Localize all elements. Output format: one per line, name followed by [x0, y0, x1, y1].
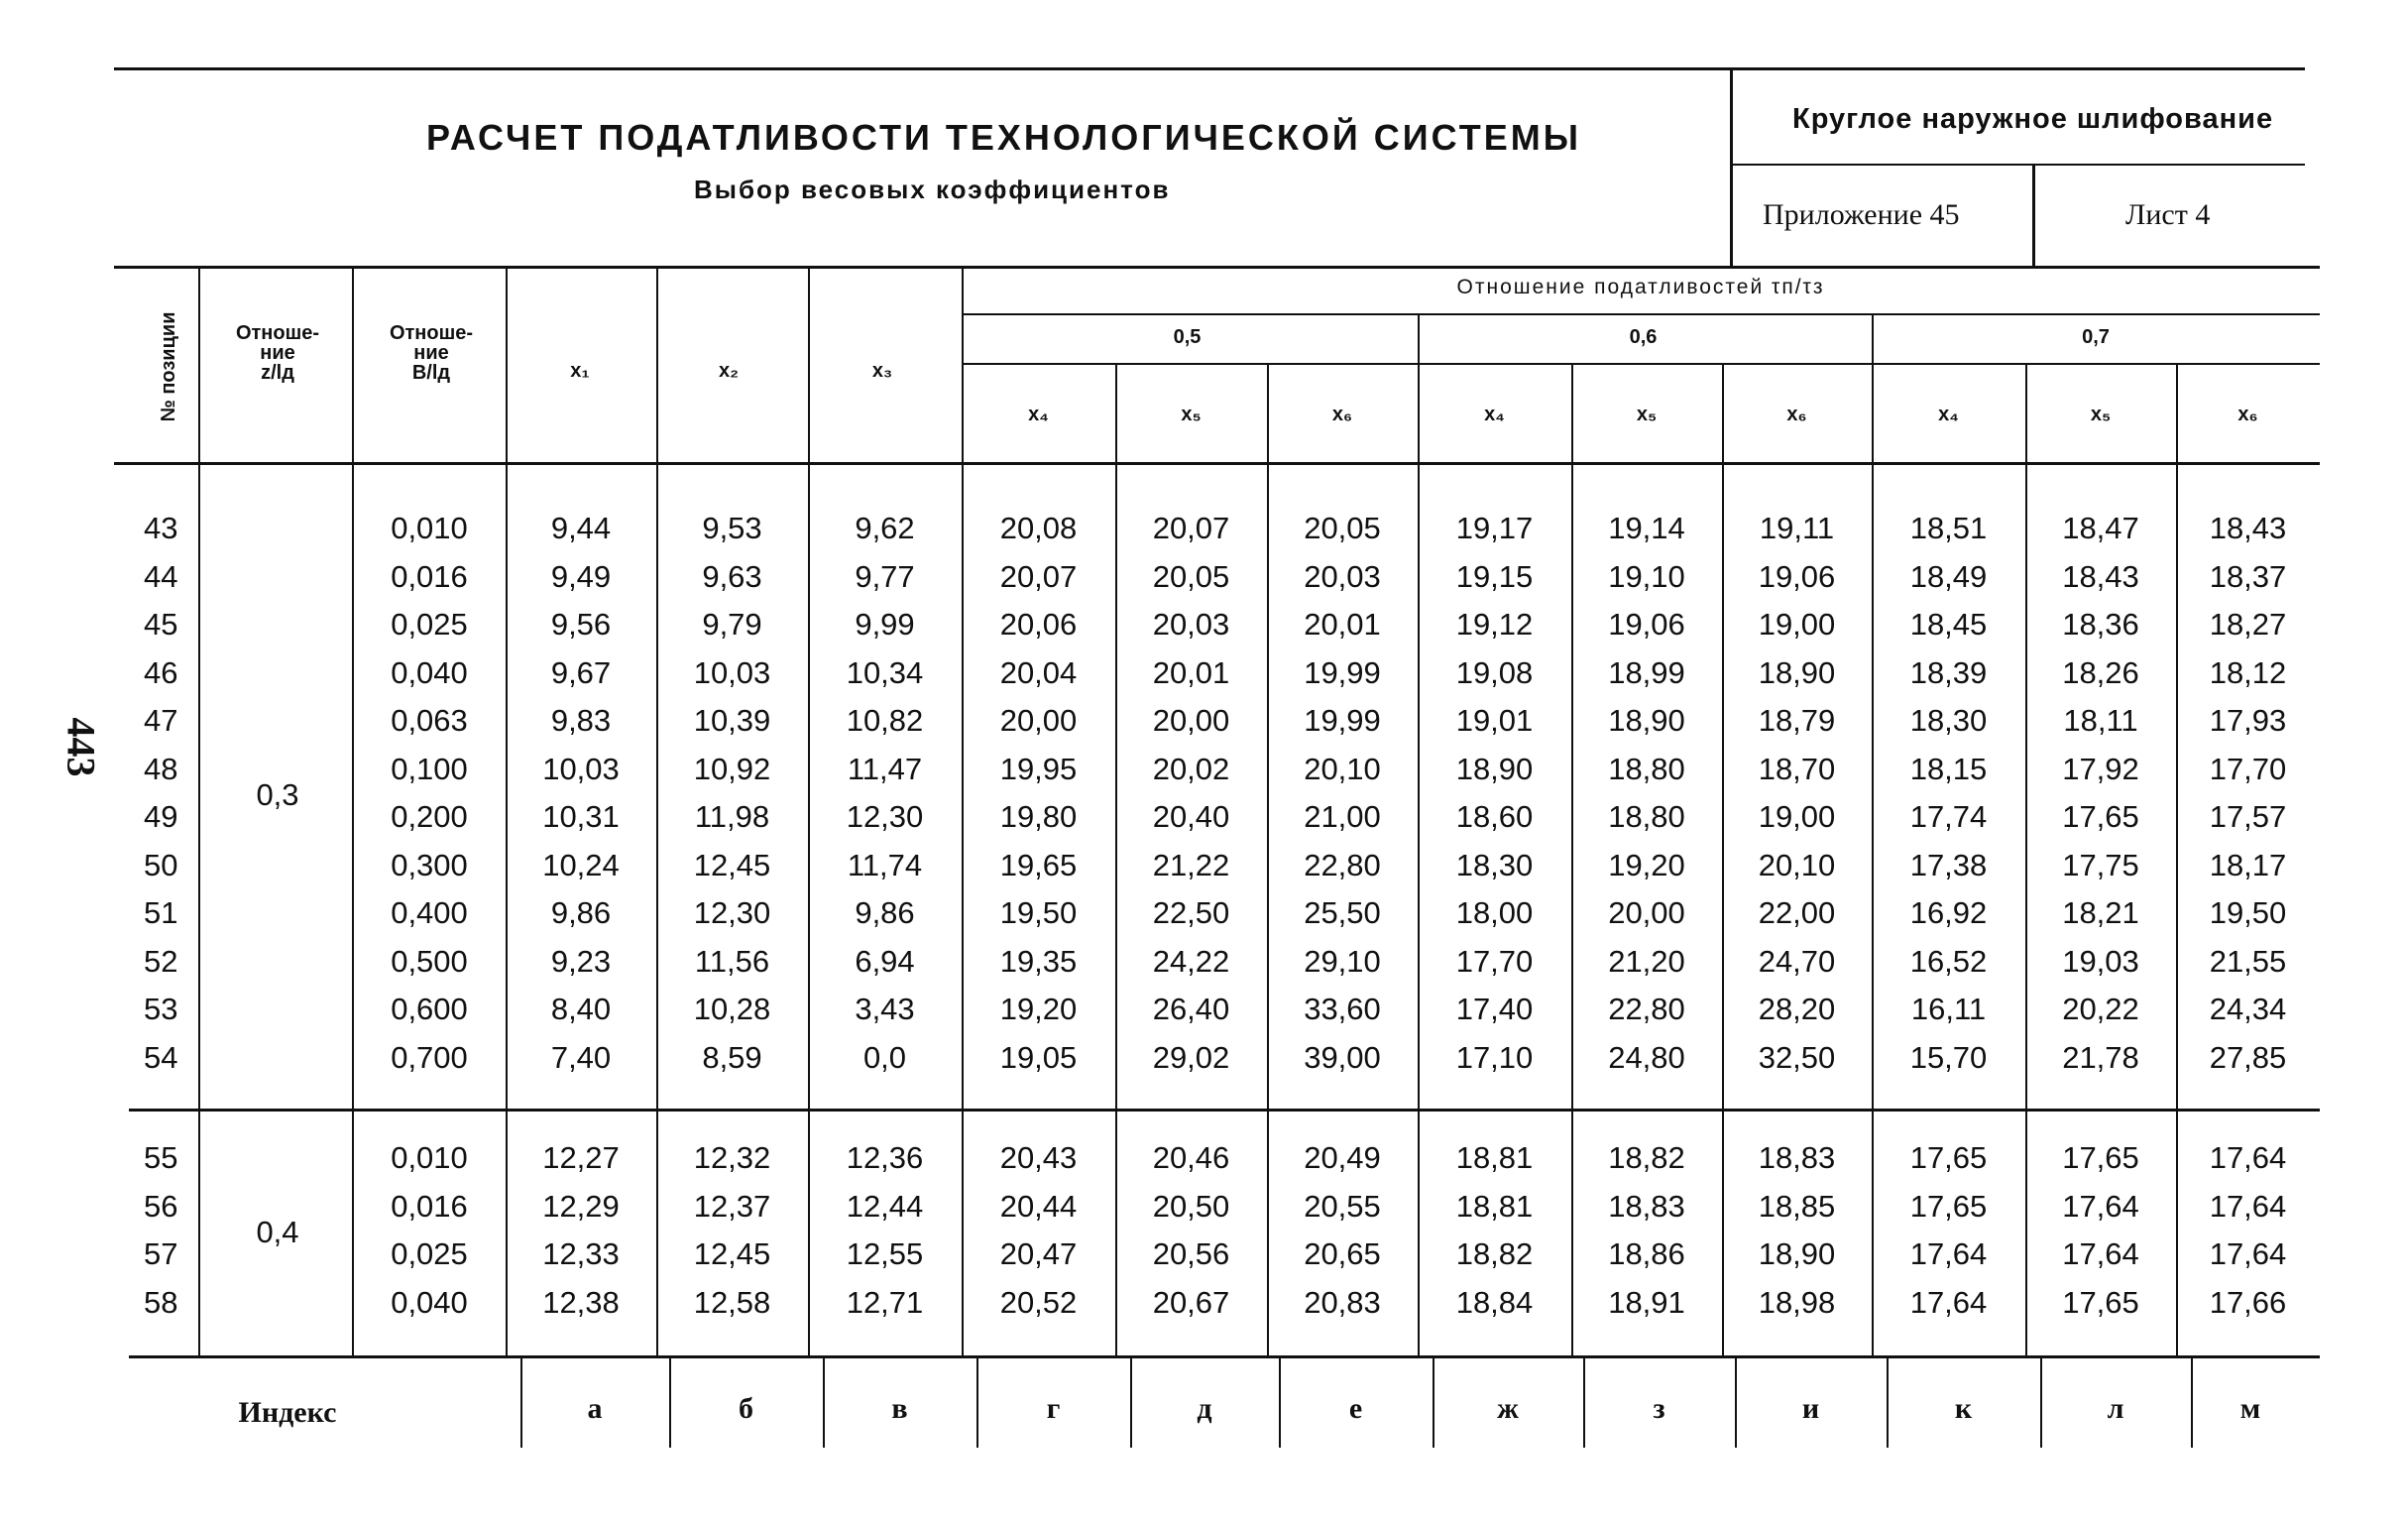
table-cell: 18,81: [1455, 1188, 1534, 1224]
table-cell: 20,05: [1304, 511, 1381, 545]
table-cell: 19,11: [1759, 511, 1835, 545]
table-cell: 19,95: [999, 751, 1078, 786]
group-0-7: 0,7: [2082, 326, 2110, 348]
index-letter: г: [1046, 1392, 1061, 1425]
table-cell: 19,99: [1304, 703, 1381, 738]
table-cell: 10,34: [846, 654, 924, 690]
table-cell: 20,22: [2062, 992, 2139, 1026]
table-cell: 17,93: [2209, 703, 2287, 738]
table-cell: 6,94: [855, 943, 915, 979]
table-cell: 18,11: [2063, 703, 2138, 738]
table-cell: 18,36: [2062, 607, 2139, 642]
table-cell: 12,45: [693, 1236, 771, 1271]
table-cell: 12,37: [693, 1188, 771, 1224]
index-letter: б: [739, 1392, 753, 1425]
col-x2-header: x₂: [718, 360, 739, 382]
index-letter: м: [2239, 1392, 2261, 1425]
table-cell: 0,025: [391, 607, 468, 642]
table-cell: 22,00: [1758, 895, 1836, 930]
table-cell: 17,64: [1909, 1284, 1988, 1320]
table-cell: 0,016: [391, 558, 468, 594]
index-rule: [1433, 1358, 1434, 1448]
sub-col-header: x₆: [1786, 404, 1807, 425]
table-row-position: 53: [144, 992, 178, 1026]
table-cell: 20,02: [1152, 751, 1230, 786]
sheet-label: Лист 4: [2125, 198, 2211, 231]
document-title: РАСЧЕТ ПОДАТЛИВОСТИ ТЕХНОЛОГИЧЕСКОЙ СИСТЕМЫ: [426, 117, 1581, 158]
table-cell: 20,03: [1304, 558, 1381, 594]
table-cell: 18,85: [1758, 1188, 1836, 1224]
table-cell: 17,65: [2062, 799, 2139, 834]
table-cell: 10,39: [693, 703, 771, 738]
col-ratio-b-line1: Отноше-: [389, 322, 474, 344]
document-subtitle: Выбор весовых коэффициентов: [694, 175, 1171, 204]
table-cell: 20,05: [1152, 558, 1230, 594]
table-cell: 24,34: [2209, 992, 2287, 1026]
table-cell: 19,00: [1758, 799, 1836, 834]
table-cell: 18,43: [2062, 558, 2139, 594]
block-ratio: 0,3: [256, 777, 299, 812]
table-cell: 0,300: [391, 847, 468, 882]
table-row-position: 43: [144, 511, 178, 545]
table-cell: 17,65: [1909, 1140, 1988, 1175]
table-cell: 0,010: [391, 511, 468, 545]
table-cell: 18,79: [1758, 703, 1836, 738]
col-ratio-b-line2: ние: [413, 342, 449, 364]
table-cell: 28,20: [1758, 992, 1836, 1026]
table-cell: 9,53: [702, 511, 762, 545]
table-cell: 22,80: [1304, 847, 1381, 882]
table-cell: 9,77: [855, 558, 915, 594]
table-cell: 9,49: [550, 558, 612, 594]
table-cell: 11,74: [847, 847, 923, 882]
table-cell: 17,65: [2062, 1140, 2139, 1175]
index-rule: [1130, 1358, 1132, 1448]
table-cell: 17,64: [2062, 1188, 2139, 1224]
table-cell: 16,11: [1910, 992, 1987, 1026]
sub-col-header: x₅: [1181, 404, 1202, 425]
table-cell: 21,00: [1304, 799, 1381, 834]
table-cell: 21,78: [2062, 1039, 2139, 1075]
table-cell: 19,35: [999, 943, 1078, 979]
column-rule: [198, 266, 200, 1356]
table-cell: 18,00: [1455, 895, 1534, 930]
table-cell: 9,63: [702, 558, 762, 594]
index-rule: [1279, 1358, 1281, 1448]
table-cell: 0,700: [391, 1039, 468, 1075]
table-cell: 18,82: [1455, 1236, 1534, 1271]
table-cell: 19,50: [999, 895, 1078, 930]
table-cell: 20,46: [1152, 1140, 1230, 1175]
table-cell: 18,84: [1455, 1284, 1534, 1320]
header-mid-rule: [1730, 164, 2305, 166]
index-letter: е: [1348, 1392, 1363, 1425]
table-cell: 19,06: [1608, 607, 1685, 642]
table-cell: 12,44: [846, 1188, 924, 1224]
index-letter: а: [587, 1392, 603, 1425]
table-row-position: 52: [144, 943, 178, 979]
table-cell: 7,40: [550, 1039, 612, 1075]
table-cell: 20,00: [1608, 895, 1685, 930]
table-cell: 17,92: [2062, 751, 2139, 786]
index-rule: [1887, 1358, 1889, 1448]
table-cell: 18,80: [1608, 799, 1685, 834]
col-ratio-z-header: [203, 323, 352, 383]
table-cell: 18,70: [1758, 751, 1836, 786]
index-letter: з: [1653, 1392, 1665, 1425]
sub-col-header: x₄: [1028, 404, 1049, 425]
index-label: Индекс: [238, 1396, 337, 1429]
table-cell: 20,06: [999, 607, 1078, 642]
table-cell: 10,03: [693, 654, 771, 690]
table-cell: 18,15: [1909, 751, 1988, 786]
header-bottom-rule: [114, 462, 2320, 465]
table-cell: 20,00: [999, 703, 1078, 738]
table-cell: 19,99: [1304, 654, 1381, 690]
table-cell: 12,29: [542, 1188, 620, 1224]
table-cell: 20,08: [999, 511, 1078, 545]
table-cell: 39,00: [1304, 1039, 1381, 1075]
table-cell: 8,40: [550, 992, 612, 1026]
table-cell: 20,67: [1152, 1284, 1230, 1320]
index-rule: [2040, 1358, 2042, 1448]
table-cell: 19,12: [1455, 607, 1534, 642]
index-rule: [520, 1358, 522, 1448]
table-cell: 20,40: [1152, 799, 1230, 834]
page-number: 443: [58, 717, 104, 777]
table-cell: 18,39: [1909, 654, 1988, 690]
table-cell: 20,07: [999, 558, 1078, 594]
table-cell: 33,60: [1304, 992, 1381, 1026]
table-cell: 18,83: [1758, 1140, 1836, 1175]
index-top-rule: [129, 1355, 2320, 1358]
table-row-position: 46: [144, 654, 178, 690]
table-cell: 24,80: [1608, 1039, 1685, 1075]
table-row-position: 58: [144, 1284, 178, 1320]
table-cell: 11,56: [694, 943, 770, 979]
table-cell: 18,30: [1455, 847, 1534, 882]
appendix-label: Приложение 45: [1763, 198, 1960, 231]
table-cell: 9,86: [550, 895, 612, 930]
table-cell: 19,14: [1608, 511, 1685, 545]
table-cell: 12,38: [542, 1284, 620, 1320]
table-top-rule: [114, 266, 2320, 269]
table-cell: 24,70: [1758, 943, 1836, 979]
table-cell: 20,52: [999, 1284, 1078, 1320]
table-cell: 3,43: [855, 992, 915, 1026]
table-cell: 12,55: [846, 1236, 924, 1271]
table-cell: 22,80: [1608, 992, 1685, 1026]
column-rule: [352, 266, 354, 1356]
table-cell: 10,31: [542, 799, 620, 834]
table-cell: 17,70: [1455, 943, 1534, 979]
table-cell: 8,59: [702, 1039, 762, 1075]
table-cell: 18,45: [1909, 607, 1988, 642]
table-cell: 18,80: [1608, 751, 1685, 786]
col-x3-header: x₃: [871, 360, 893, 382]
table-cell: 9,86: [855, 895, 915, 930]
table-cell: 19,50: [2209, 895, 2287, 930]
sub-col-header: x₄: [1938, 404, 1959, 425]
table-cell: 18,26: [2062, 654, 2139, 690]
index-letter: к: [1954, 1392, 1973, 1425]
table-cell: 18,83: [1608, 1188, 1685, 1224]
table-cell: 12,36: [846, 1140, 924, 1175]
sub-col-header: x₅: [2090, 404, 2112, 425]
table-cell: 19,06: [1758, 558, 1836, 594]
table-cell: 11,47: [847, 751, 923, 786]
table-cell: 12,27: [542, 1140, 620, 1175]
sub-col-header: x₅: [1636, 404, 1658, 425]
table-cell: 9,56: [550, 607, 612, 642]
sub-col-header: x₆: [1331, 404, 1353, 425]
table-cell: 29,10: [1304, 943, 1381, 979]
table-cell: 9,83: [550, 703, 612, 738]
table-cell: 12,30: [693, 895, 771, 930]
table-cell: 18,49: [1909, 558, 1988, 594]
col-x1-header: x₁: [570, 360, 590, 382]
table-cell: 18,90: [1455, 751, 1534, 786]
table-row-position: 49: [144, 799, 178, 834]
index-rule: [1735, 1358, 1737, 1448]
table-row-position: 51: [144, 895, 178, 930]
block-ratio: 0,4: [256, 1215, 299, 1249]
table-row-position: 45: [144, 607, 178, 642]
table-cell: 17,65: [2062, 1284, 2139, 1320]
table-cell: 20,04: [999, 654, 1078, 690]
table-cell: 0,600: [391, 992, 468, 1026]
table-cell: 20,55: [1304, 1188, 1381, 1224]
table-cell: 0,040: [391, 1284, 468, 1320]
table-cell: 19,20: [999, 992, 1078, 1026]
table-cell: 20,56: [1152, 1236, 1230, 1271]
table-cell: 0,500: [391, 943, 468, 979]
table-cell: 18,51: [1909, 511, 1988, 545]
section-label: Круглое наружное шлифование: [1792, 103, 2274, 135]
index-letter: л: [2107, 1392, 2124, 1425]
table-cell: 18,43: [2209, 511, 2287, 545]
table-cell: 18,30: [1909, 703, 1988, 738]
table-cell: 19,00: [1758, 607, 1836, 642]
table-cell: 17,64: [2209, 1188, 2287, 1224]
table-cell: 20,00: [1152, 703, 1230, 738]
table-row-position: 54: [144, 1039, 178, 1075]
table-cell: 17,74: [1909, 799, 1988, 834]
table-cell: 17,64: [2209, 1140, 2287, 1175]
table-cell: 17,64: [2062, 1236, 2139, 1271]
table-cell: 12,33: [542, 1236, 620, 1271]
table-cell: 0,040: [391, 654, 468, 690]
table-cell: 10,24: [542, 847, 620, 882]
table-cell: 18,90: [1758, 654, 1836, 690]
table-cell: 19,17: [1455, 511, 1534, 545]
group-label-rule: [962, 313, 2320, 315]
table-cell: 20,49: [1304, 1140, 1381, 1175]
table-cell: 17,40: [1455, 992, 1534, 1026]
index-letter: и: [1801, 1392, 1820, 1425]
table-cell: 0,010: [391, 1140, 468, 1175]
table-cell: 27,85: [2209, 1039, 2287, 1075]
header-divider: [1730, 67, 1733, 266]
group-0-6: 0,6: [1629, 326, 1658, 348]
table-cell: 17,64: [1909, 1236, 1988, 1271]
table-cell: 18,21: [2062, 895, 2139, 930]
table-cell: 11,98: [694, 799, 770, 834]
table-cell: 18,90: [1608, 703, 1685, 738]
table-cell: 19,15: [1455, 558, 1534, 594]
table-cell: 26,40: [1152, 992, 1230, 1026]
table-cell: 20,10: [1758, 847, 1836, 882]
table-cell: 18,90: [1758, 1236, 1836, 1271]
table-cell: 17,65: [1909, 1188, 1988, 1224]
table-cell: 19,80: [999, 799, 1078, 834]
table-row-position: 48: [144, 751, 178, 786]
index-rule: [1583, 1358, 1585, 1448]
table-cell: 0,016: [391, 1188, 468, 1224]
table-cell: 0,200: [391, 799, 468, 834]
table-cell: 12,32: [693, 1140, 771, 1175]
index-letter: д: [1197, 1392, 1212, 1425]
table-cell: 0,025: [391, 1236, 468, 1271]
table-cell: 10,92: [693, 751, 771, 786]
table-cell: 9,62: [855, 511, 915, 545]
table-cell: 18,99: [1608, 654, 1685, 690]
table-cell: 20,44: [999, 1188, 1078, 1224]
index-letter: ж: [1497, 1392, 1519, 1425]
table-cell: 18,37: [2209, 558, 2287, 594]
table-cell: 10,03: [542, 751, 620, 786]
table-cell: 0,100: [391, 751, 468, 786]
table-cell: 9,23: [550, 943, 612, 979]
table-cell: 18,86: [1608, 1236, 1685, 1271]
group-values-rule: [962, 363, 2320, 365]
col-ratio-b-header: [357, 323, 506, 383]
table-cell: 17,38: [1909, 847, 1988, 882]
table-cell: 18,91: [1608, 1284, 1685, 1320]
index-rule: [669, 1358, 671, 1448]
table-cell: 0,063: [391, 703, 468, 738]
col-ratio-z-line2: ние: [260, 342, 295, 364]
table-row-position: 55: [144, 1140, 178, 1175]
sub-col-header: x₄: [1484, 404, 1505, 425]
table-cell: 20,47: [999, 1236, 1078, 1271]
sub-col-header: x₆: [2237, 404, 2258, 425]
index-rule: [823, 1358, 825, 1448]
table-cell: 9,67: [550, 654, 612, 690]
table-cell: 19,05: [999, 1039, 1078, 1075]
table-cell: 18,27: [2209, 607, 2287, 642]
table-row-position: 50: [144, 847, 178, 882]
table-cell: 21,20: [1608, 943, 1685, 979]
table-cell: 20,03: [1152, 607, 1230, 642]
table-cell: 20,43: [999, 1140, 1078, 1175]
table-cell: 32,50: [1758, 1039, 1836, 1075]
index-rule: [976, 1358, 978, 1448]
table-cell: 20,01: [1152, 654, 1230, 690]
table-cell: 12,45: [693, 847, 771, 882]
table-cell: 19,20: [1608, 847, 1685, 882]
table-cell: 18,17: [2209, 847, 2287, 882]
table-cell: 9,79: [702, 607, 762, 642]
col-position-header: № позиции: [158, 311, 179, 422]
table-cell: 18,98: [1758, 1284, 1836, 1320]
table-cell: 19,65: [999, 847, 1078, 882]
table-row-position: 47: [144, 703, 178, 738]
col-ratio-z-line3: z/lд: [261, 362, 294, 384]
table-cell: 17,75: [2062, 847, 2139, 882]
table-cell: 20,10: [1304, 751, 1381, 786]
table-cell: 16,52: [1909, 943, 1988, 979]
table-cell: 9,44: [550, 511, 612, 545]
table-cell: 10,82: [846, 703, 924, 738]
table-cell: 22,50: [1152, 895, 1230, 930]
table-cell: 17,70: [2209, 751, 2287, 786]
table-cell: 20,50: [1152, 1188, 1230, 1224]
table-cell: 18,47: [2062, 511, 2139, 545]
table-cell: 0,400: [391, 895, 468, 930]
table-cell: 16,92: [1909, 895, 1988, 930]
group-0-5: 0,5: [1173, 326, 1202, 348]
table-cell: 12,30: [846, 799, 924, 834]
top-rule: [114, 67, 2305, 70]
table-cell: 19,03: [2062, 943, 2139, 979]
table-cell: 12,71: [846, 1284, 924, 1320]
table-row-position: 56: [144, 1188, 178, 1224]
block-divider-rule: [129, 1109, 2320, 1112]
table-cell: 9,99: [855, 607, 915, 642]
table-cell: 19,01: [1455, 703, 1534, 738]
table-cell: 24,22: [1152, 943, 1230, 979]
table-cell: 12,58: [693, 1284, 771, 1320]
table-cell: 18,60: [1455, 799, 1534, 834]
index-letter: в: [891, 1392, 908, 1425]
table-cell: 15,70: [1909, 1039, 1988, 1075]
table-cell: 19,08: [1455, 654, 1534, 690]
table-cell: 17,66: [2209, 1284, 2287, 1320]
table-cell: 17,10: [1455, 1039, 1534, 1075]
table-cell: 17,64: [2209, 1236, 2287, 1271]
table-row-position: 57: [144, 1236, 178, 1271]
table-cell: 19,10: [1608, 558, 1685, 594]
table-cell: 20,07: [1152, 511, 1230, 545]
col-ratio-z-line1: Отноше-: [235, 322, 320, 344]
table-cell: 21,22: [1152, 847, 1230, 882]
table-cell: 21,55: [2209, 943, 2287, 979]
table-cell: 18,81: [1455, 1140, 1534, 1175]
table-cell: 29,02: [1152, 1039, 1230, 1075]
header-sheet-divider: [2032, 164, 2035, 266]
group-label: Отношение податливостей τп/τз: [1456, 276, 1825, 298]
table-cell: 18,12: [2209, 654, 2287, 690]
table-cell: 20,83: [1304, 1284, 1381, 1320]
table-cell: 17,57: [2209, 799, 2287, 834]
table-cell: 20,65: [1304, 1236, 1381, 1271]
table-cell: 0,0: [862, 1039, 907, 1075]
index-rule: [2191, 1358, 2193, 1448]
table-cell: 18,82: [1608, 1140, 1685, 1175]
table-cell: 25,50: [1304, 895, 1381, 930]
table-row-position: 44: [144, 558, 178, 594]
table-cell: 20,01: [1304, 607, 1381, 642]
table-cell: 10,28: [693, 992, 771, 1026]
col-ratio-b-line3: B/lд: [411, 362, 451, 384]
